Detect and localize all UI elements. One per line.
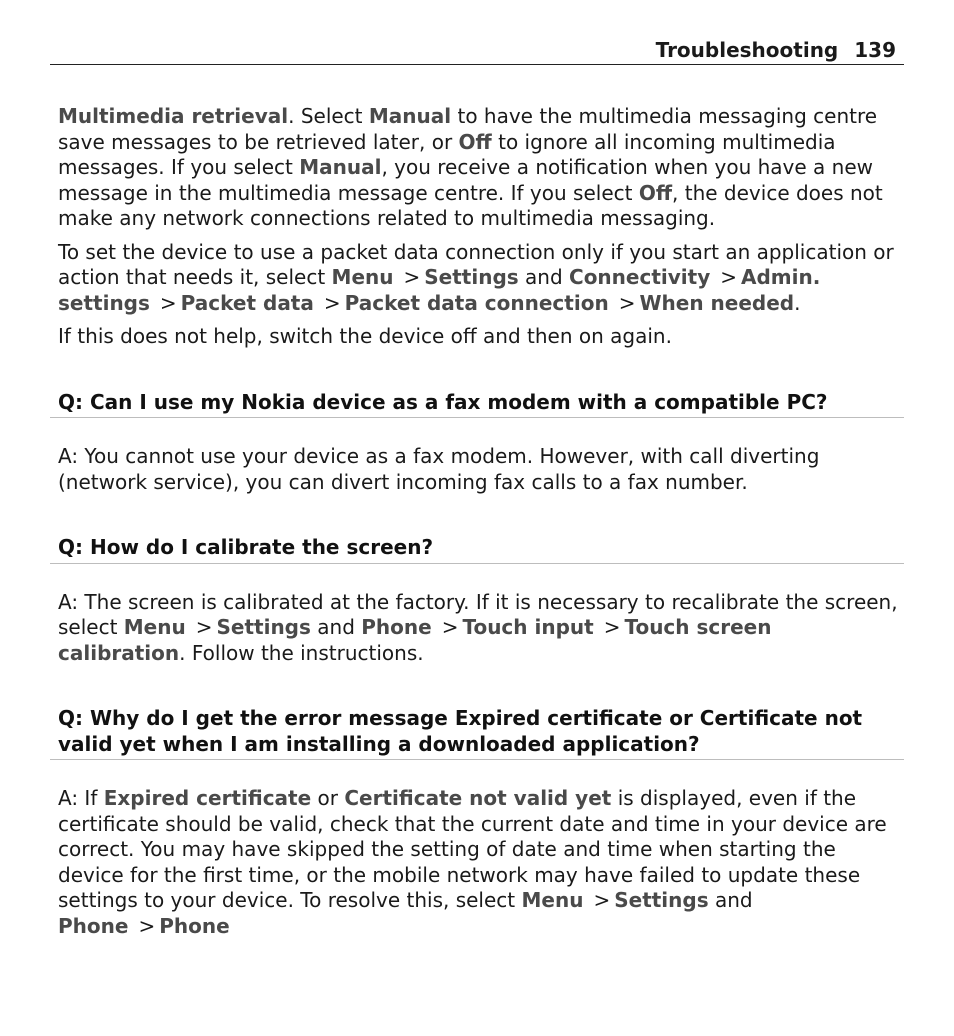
text-run: and [310, 615, 362, 639]
section-title: Troubleshooting [655, 38, 839, 62]
paragraph-restart: If this does not help, switch the device off and then on again. [58, 324, 672, 348]
path-separator: > [195, 615, 213, 639]
path-separator: > [159, 290, 177, 315]
question-heading: Q: Can I use my Nokia device as a fax modem with a compatible PC? [50, 390, 904, 419]
text-run: to have the multimedia messaging centre save messages to be retrieved later, or [58, 104, 878, 154]
text-run: . Follow the instructions. [179, 640, 424, 665]
menu-path-touch-input: Touch input [462, 615, 594, 639]
answer-text [58, 786, 904, 939]
menu-path-menu: Menu [331, 265, 394, 289]
menu-path-settings: Settings [216, 615, 311, 639]
menu-path-admin-settings: Admin. settings [58, 265, 821, 315]
term-off: Off [458, 129, 492, 154]
text-run: To set the device to use a packet data connection only if you start an application or action that needs it, select [58, 239, 894, 289]
path-separator: > [323, 290, 341, 315]
text-run: to ignore all incoming multimedia messages. If you select [58, 129, 836, 179]
page-number: 139 [854, 38, 896, 62]
paragraph-packet-data [58, 240, 904, 317]
term-manual: Manual [368, 104, 452, 128]
path-separator: > [138, 913, 156, 938]
text-run: , the device does not make any network connections related to multimedia messaging. [58, 180, 883, 230]
paragraph-multimedia-retrieval [58, 104, 904, 232]
text-run: , you receive a notification when you have a new message in the multimedia message centre. If you select [58, 155, 873, 205]
text-run: is displayed, even if the certificate should be valid, check that the current date and time in your device are correct. You may have skipped the setting of date and time when starting the device for the first time, or the mobile network may have failed to update these settings to your device. To resolve this, select [58, 786, 887, 912]
page-content [58, 104, 904, 939]
text-run: . Select [288, 104, 369, 128]
path-separator: > [441, 615, 459, 639]
menu-path-when-needed: When needed [639, 290, 795, 315]
answer-text: A: You cannot use your device as a fax modem. However, with call diverting (network service), you can divert incoming fax calls to a fax number. [58, 444, 820, 494]
menu-path-menu: Menu [123, 615, 186, 639]
path-separator: > [403, 265, 421, 289]
path-separator: > [603, 615, 621, 639]
menu-path-settings: Settings [614, 888, 709, 912]
term-manual: Manual [299, 155, 382, 179]
page-header [50, 36, 904, 65]
path-separator: > [720, 265, 738, 289]
answer-text [58, 590, 904, 667]
term-off: Off [638, 180, 673, 205]
path-separator: > [593, 888, 611, 912]
menu-path-packet-data: Packet data [180, 290, 314, 315]
text-run: and [518, 265, 570, 289]
text-run: . [794, 290, 801, 315]
path-separator: > [618, 290, 636, 315]
term-multimedia-retrieval: Multimedia retrieval [58, 104, 289, 128]
term-expired-certificate: Expired certificate [103, 786, 312, 810]
text-run: or [311, 786, 345, 810]
qa-calibrate-screen [58, 535, 904, 666]
menu-path-menu: Menu [521, 888, 584, 912]
text-run: A: The screen is calibrated at the factory. If it is necessary to recalibrate the screen, select [58, 589, 898, 639]
term-certificate-not-valid-yet: Certificate not valid yet [344, 786, 612, 810]
qa-fax-modem [58, 390, 904, 496]
menu-path-touch-screen-calibration: Touch screen calibration [58, 615, 772, 665]
text-run: and [708, 888, 753, 912]
text-run: A: If [58, 786, 104, 810]
menu-path-phone: Phone [58, 913, 129, 938]
menu-path-connectivity: Connectivity [569, 265, 711, 289]
menu-path-phone: Phone [159, 913, 230, 938]
menu-path-settings: Settings [424, 265, 519, 289]
menu-path-phone: Phone [361, 615, 432, 639]
qa-expired-certificate [58, 706, 904, 939]
question-heading: Q: Why do I get the error message Expired certificate or Certificate not valid yet when I am installing a downloaded application? [50, 706, 904, 760]
question-heading: Q: How do I calibrate the screen? [50, 535, 904, 564]
menu-path-packet-data-connection: Packet data connection [344, 290, 609, 315]
